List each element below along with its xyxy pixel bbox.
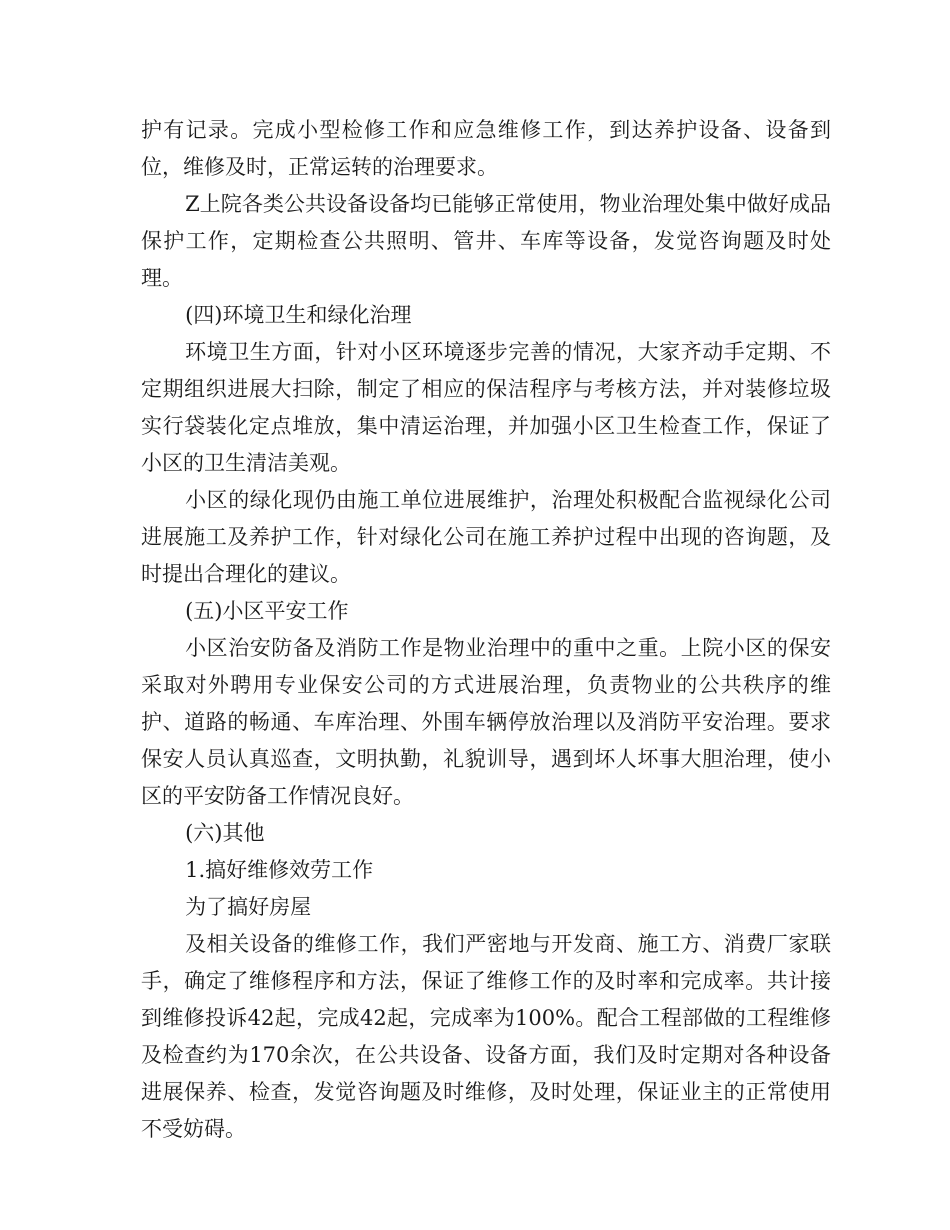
paragraph: Z上院各类公共设备设备均已能够正常使用，物业治理处集中做好成品保护工作，定期检查公共照明、管井、车库等设备，发觉咨询题及时处理。: [141, 192, 831, 290]
paragraph: 小区的绿化现仍由施工单位进展维护，治理处积极配合监视绿化公司进展施工及养护工作，针对绿化公司在施工养护过程中出现的咨询题，及时提出合理化的建议。: [141, 488, 831, 586]
document-body: [141, 112, 831, 1148]
paragraph: 环境卫生方面，针对小区环境逐步完善的情况，大家齐动手定期、不定期组织进展大扫除，制定了相应的保洁程序与考核方法，并对装修垃圾实行袋装化定点堆放，集中清运治理，并加强小区卫生检查工作，保证了小区的卫生清洁美观。: [141, 340, 831, 475]
section-heading: (五)小区平安工作: [185, 599, 349, 623]
paragraph: 护有记录。完成小型检修工作和应急维修工作，到达养护设备、设备到位，维修及时，正常运转的治理要求。: [141, 118, 831, 179]
paragraph: 小区治安防备及消防工作是物业治理中的重中之重。上院小区的保安采取对外聘用专业保安公司的方式进展治理，负责物业的公共秩序的维护、道路的畅通、车库治理、外围车辆停放治理以及消防平安治理。要求保安人员认真巡查，文明执勤，礼貌训导，遇到坏人坏事大胆治理，使小区的平安防备工作情况良好。: [141, 636, 831, 808]
section-heading: (四)环境卫生和绿化治理: [185, 303, 412, 327]
paragraph-fragment: 为了搞好房屋: [185, 895, 312, 919]
paragraph: 及相关设备的维修工作，我们严密地与开发商、施工方、消费厂家联手，确定了维修程序和方法，保证了维修工作的及时率和完成率。共计接到维修投诉42起，完成42起，完成率为100%。配合工程部做的工程维修及检查约为170余次，在公共设备、设备方面，我们及时定期对各种设备进展保养、检查，发觉咨询题及时维修，及时处理，保证业主的正常使用不受妨碍。: [141, 932, 831, 1141]
section-heading: (六)其他: [185, 821, 265, 845]
subsection-heading: 1.搞好维修效劳工作: [185, 858, 374, 882]
